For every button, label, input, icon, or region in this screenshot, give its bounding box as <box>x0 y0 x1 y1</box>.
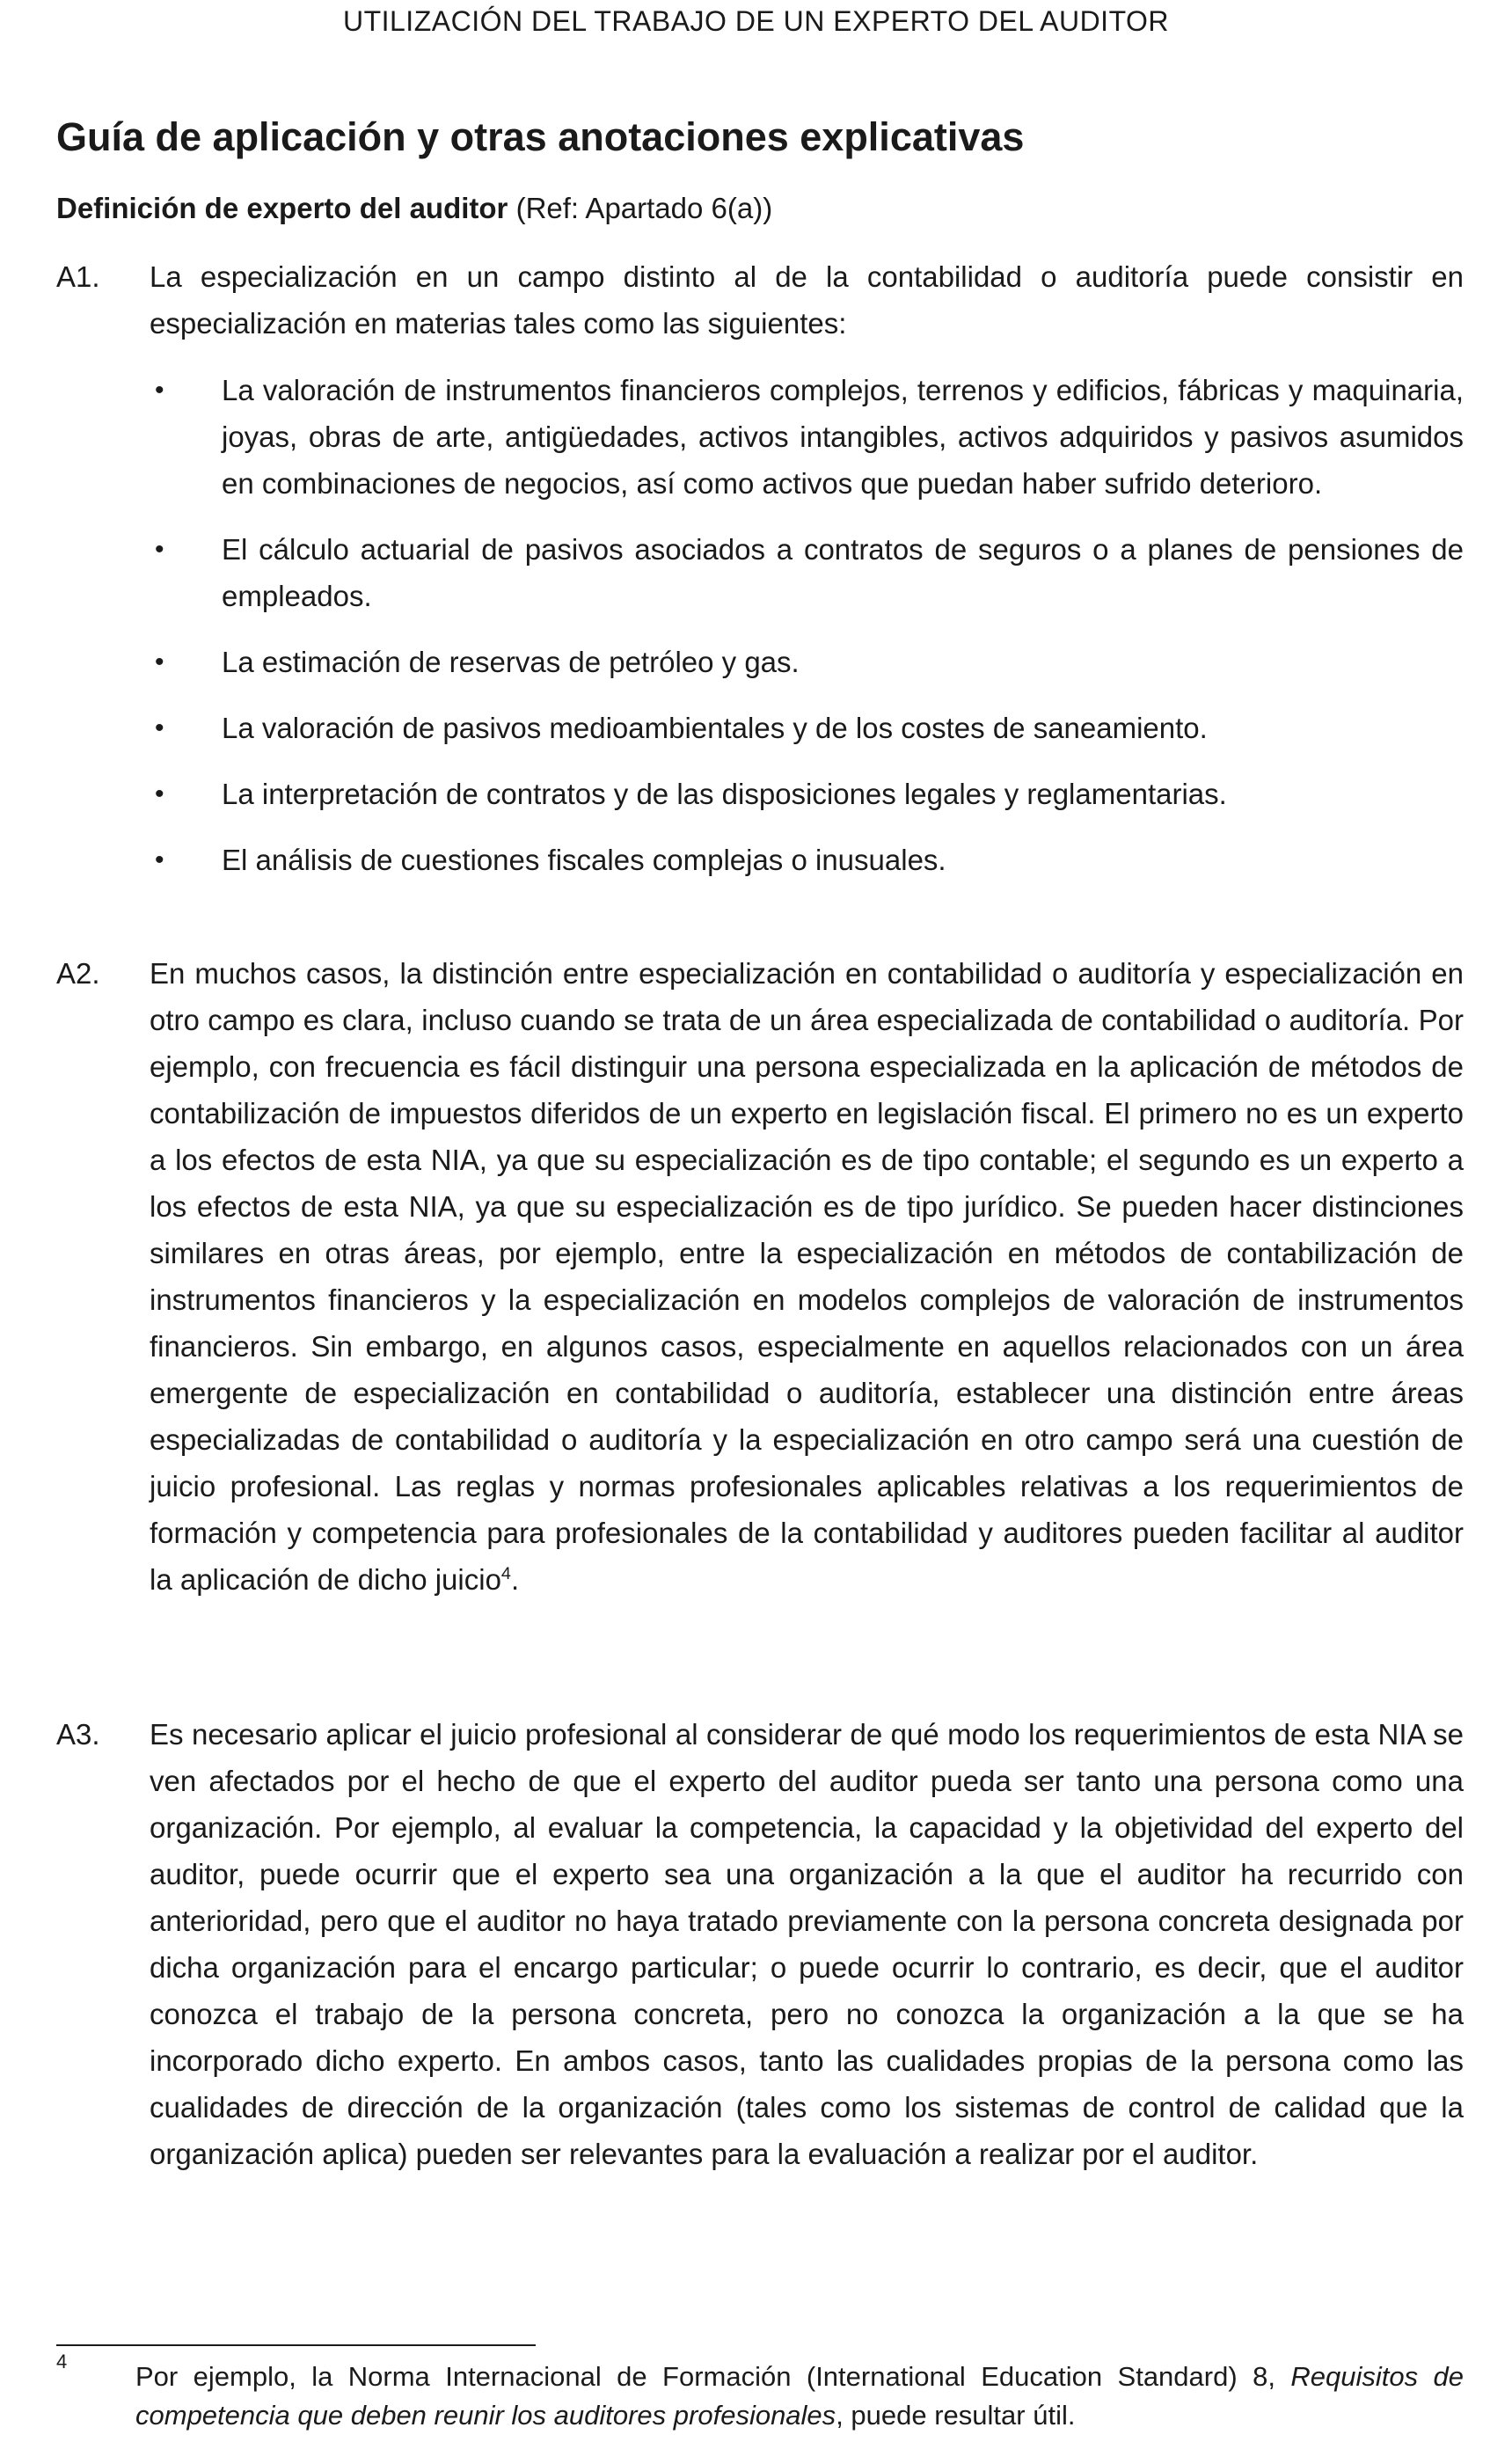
running-header: UTILIZACIÓN DEL TRABAJO DE UN EXPERTO DEL AUDITOR <box>342 5 1170 37</box>
list-item-text: El cálculo actuarial de pasivos asociados a contratos de seguros o a planes de pensiones de empleados. <box>222 533 1464 612</box>
bullet-icon: • <box>155 779 164 808</box>
bullet-icon: • <box>155 713 164 742</box>
expertise-list <box>150 367 1464 883</box>
paragraph-end: . <box>510 1563 520 1596</box>
list-item <box>150 771 1464 817</box>
footnote-text-start: Por ejemplo, la Norma Internacional de Formación (International Education Standard) 8, <box>135 2361 1291 2392</box>
footnote-divider <box>56 2344 536 2346</box>
list-item-text: El análisis de cuestiones fiscales complejas o inusuales. <box>222 844 946 876</box>
list-item <box>150 367 1464 507</box>
subheading-reference: (Ref: Apartado 6(a)) <box>515 192 773 224</box>
list-item-text: La interpretación de contratos y de las disposiciones legales y reglamentarias. <box>222 778 1227 810</box>
footnote-text <box>135 2358 1464 2435</box>
subheading-title: Definición de experto del auditor <box>56 192 508 224</box>
paragraph-text <box>150 950 1464 1603</box>
list-item-text: La estimación de reservas de petróleo y gas. <box>222 646 800 678</box>
paragraph-number: A3. <box>56 1718 100 1751</box>
list-item <box>150 526 1464 619</box>
list-item <box>150 705 1464 751</box>
bullet-icon: • <box>155 845 164 874</box>
paragraph-number: A2. <box>56 957 100 990</box>
footnote-text-end: , puede resultar útil. <box>836 2400 1076 2431</box>
paragraph-number: A1. <box>56 260 100 293</box>
paragraph-text: Es necesario aplicar el juicio profesional al considerar de qué modo los requerimientos de esta NIA se ven afectados por el hecho de que el experto del auditor pueda ser tanto una persona como una organización. Por ejemplo, al evaluar la competencia, la capacidad y la objetividad del experto del auditor, puede ocurrir que el experto sea una organización a la que el auditor ha recurrido con anterioridad, pero que el auditor no haya tratado previamente con la persona concreta designada por dicha organización para el encargo particular; o puede ocurrir lo contrario, es decir, que el auditor conozca el trabajo de la persona concreta, pero no conozca la organización a la que se ha incorporado dicho experto. En ambos casos, tanto las cualidades propias de la persona como las cualidades de dirección de la organización (tales como los sistemas de control de calidad que la organización aplica) pueden ser relevantes para la evaluación a realizar por el auditor. <box>150 1718 1464 2170</box>
list-item-text: La valoración de pasivos medioambientales y de los costes de saneamiento. <box>222 712 1208 744</box>
footnote-reference: 4 <box>500 1564 511 1583</box>
list-item <box>150 837 1464 883</box>
section-title: Guía de aplicación y otras anotaciones explicativas <box>56 114 1025 159</box>
footnote-text-italic: Requisitos de competencia que deben reunir los auditores profesionales <box>135 2361 1464 2431</box>
list-item <box>150 639 1464 685</box>
paragraph-body: En muchos casos, la distinción entre especialización en contabilidad o auditoría y especialización en otro campo es clara, incluso cuando se trata de un área especializada de contabilidad o auditoría. Por ejemplo, con frecuencia es fácil distinguir una persona especializada en la aplicación de métodos de contabilización de impuestos diferidos de un experto en legislación fiscal. El primero no es un experto a los efectos de esta NIA, ya que su especialización es de tipo contable; el segundo es un experto a los efectos de esta NIA, ya que su especialización es de tipo jurídico. Se pueden hacer distinciones similares en otras áreas, por ejemplo, entre la especialización en métodos de contabilización de instrumentos financieros y la especialización en modelos complejos de valoración de instrumentos financieros. Sin embargo, en algunos casos, especialmente en aquellos relacionados con un área emergente de especialización en contabilidad o auditoría, establecer una distinción entre áreas especializadas de contabilidad o auditoría y la especialización en otro campo será una cuestión de juicio profesional. Las reglas y normas profesionales aplicables relativas a los requerimientos de formación y competencia para profesionales de la contabilidad y auditores pueden facilitar al auditor la aplicación de dicho juicio <box>150 957 1464 1596</box>
subheading <box>56 192 772 225</box>
list-item-text: La valoración de instrumentos financieros complejos, terrenos y edificios, fábricas y maquinaria, joyas, obras de arte, antigüedades, activos intangibles, activos adquiridos y pasivos asumidos en combinaciones de negocios, así como activos que puedan haber sufrido deterioro. <box>222 374 1464 500</box>
bullet-icon: • <box>155 647 164 676</box>
bullet-icon: • <box>155 376 164 405</box>
footnote-marker: 4 <box>56 2351 68 2373</box>
bullet-icon: • <box>155 535 164 564</box>
paragraph-text: La especialización en un campo distinto al de la contabilidad o auditoría puede consistir en especialización en materias tales como las siguientes: <box>150 260 1464 340</box>
